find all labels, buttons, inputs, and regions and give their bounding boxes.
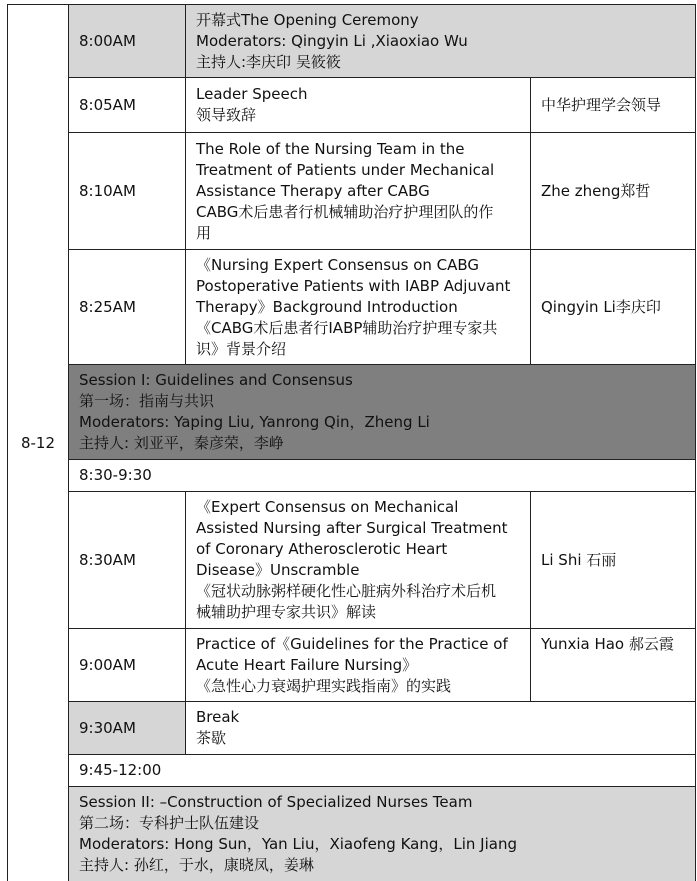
session-header-cell <box>69 365 696 460</box>
time-cell: 8:05AM <box>69 78 186 133</box>
topic-line: Therapy》Background Introduction <box>196 297 458 316</box>
session-line: 主持人: 刘亚平，秦彦荣，李峥 <box>79 434 284 452</box>
speaker-cell: Li Shi 石丽 <box>531 492 696 629</box>
topic-line: Assistance Therapy after CABG <box>196 181 430 200</box>
schedule-row-opening <box>8 5 696 78</box>
topic-line: Moderators: Qingyin Li ,Xiaoxiao Wu <box>196 31 468 50</box>
session-line: Moderators: Yaping Liu, Yanrong Qin，Zheng Li <box>79 413 430 431</box>
time-range-cell: 9:45-12:00 <box>69 755 696 787</box>
topic-line: 用 <box>196 223 212 242</box>
topic-line: 《Expert Consensus on Mechanical <box>196 498 459 516</box>
topic-cell <box>186 250 531 365</box>
topic-line: 《急性心力衰竭护理实践指南》的实践 <box>196 676 452 695</box>
time-range-row <box>8 755 696 787</box>
speaker-cell: 中华护理学会领导 <box>531 78 696 133</box>
session-line: 第二场：专科护士队伍建设 <box>79 814 260 832</box>
schedule-row <box>8 133 696 250</box>
topic-line: Leader Speech <box>196 85 308 103</box>
session-line: Session II: –Construction of Specialized Nurses Team <box>79 793 473 811</box>
schedule-table <box>7 4 696 881</box>
topic-line: 主持人:李庆印 吴筱筱 <box>196 52 341 71</box>
schedule-row <box>8 250 696 365</box>
time-cell: 8:30AM <box>69 492 186 629</box>
speaker-cell: Zhe zheng郑哲 <box>531 133 696 250</box>
topic-cell <box>186 702 696 755</box>
topic-line: 开幕式The Opening Ceremony <box>196 10 419 29</box>
topic-line: CABG术后患者行机械辅助治疗护理团队的作 <box>196 202 494 221</box>
time-cell: 8:25AM <box>69 250 186 365</box>
speaker-cell: Yunxia Hao 郝云霞 <box>531 629 696 702</box>
speaker-cell: Qingyin Li李庆印 <box>531 250 696 365</box>
topic-line: Acute Heart Failure Nursing》 <box>196 655 418 674</box>
topic-line: Treatment of Patients under Mechanical <box>196 160 495 179</box>
time-range-cell: 8:30-9:30 <box>69 460 696 492</box>
break-row <box>8 702 696 755</box>
schedule-row <box>8 629 696 702</box>
session-line: 主持人: 孙红，于水，康晓凤，姜琳 <box>79 856 314 874</box>
topic-line: 《CABG术后患者行IABP辅助治疗护理专家共 <box>196 318 498 337</box>
day-cell: 8-12 <box>8 5 69 881</box>
session-line: Moderators: Hong Sun，Yan Liu，Xiaofeng Kang，Lin Jiang <box>79 835 517 853</box>
topic-cell <box>186 629 531 702</box>
time-cell: 9:30AM <box>69 702 186 755</box>
schedule-row <box>8 78 696 133</box>
topic-line: 械辅助护理专家共识》解读 <box>196 603 377 621</box>
topic-cell <box>186 133 531 250</box>
topic-line: The Role of the Nursing Team in the <box>196 139 465 158</box>
topic-line: 《冠状动脉粥样硬化性心脏病外科治疗术后机 <box>196 582 497 600</box>
session-header-row <box>8 787 696 881</box>
topic-line: 茶歇 <box>196 729 227 747</box>
time-cell: 9:00AM <box>69 629 186 702</box>
time-range-row <box>8 460 696 492</box>
topic-line: Disease》Unscramble <box>196 561 360 579</box>
time-cell: 8:00AM <box>69 5 186 78</box>
session-header-cell <box>69 787 696 881</box>
topic-line: Break <box>196 708 240 726</box>
topic-line: 《Nursing Expert Consensus on CABG <box>196 255 480 274</box>
topic-cell <box>186 5 696 78</box>
session-line: Session I: Guidelines and Consensus <box>79 371 353 389</box>
session-line: 第一场：指南与共识 <box>79 392 215 410</box>
topic-line: Assisted Nursing after Surgical Treatment <box>196 519 508 537</box>
time-cell: 8:10AM <box>69 133 186 250</box>
topic-line: Postoperative Patients with IABP Adjuvant <box>196 276 511 295</box>
topic-line: Practice of《Guidelines for the Practice of <box>196 634 508 653</box>
topic-line: 领导致辞 <box>196 106 257 124</box>
schedule-row <box>8 492 696 629</box>
topic-cell <box>186 78 531 133</box>
topic-line: of Coronary Atherosclerotic Heart <box>196 540 448 558</box>
topic-cell <box>186 492 531 629</box>
session-header-row <box>8 365 696 460</box>
topic-line: 识》背景介绍 <box>196 339 287 358</box>
